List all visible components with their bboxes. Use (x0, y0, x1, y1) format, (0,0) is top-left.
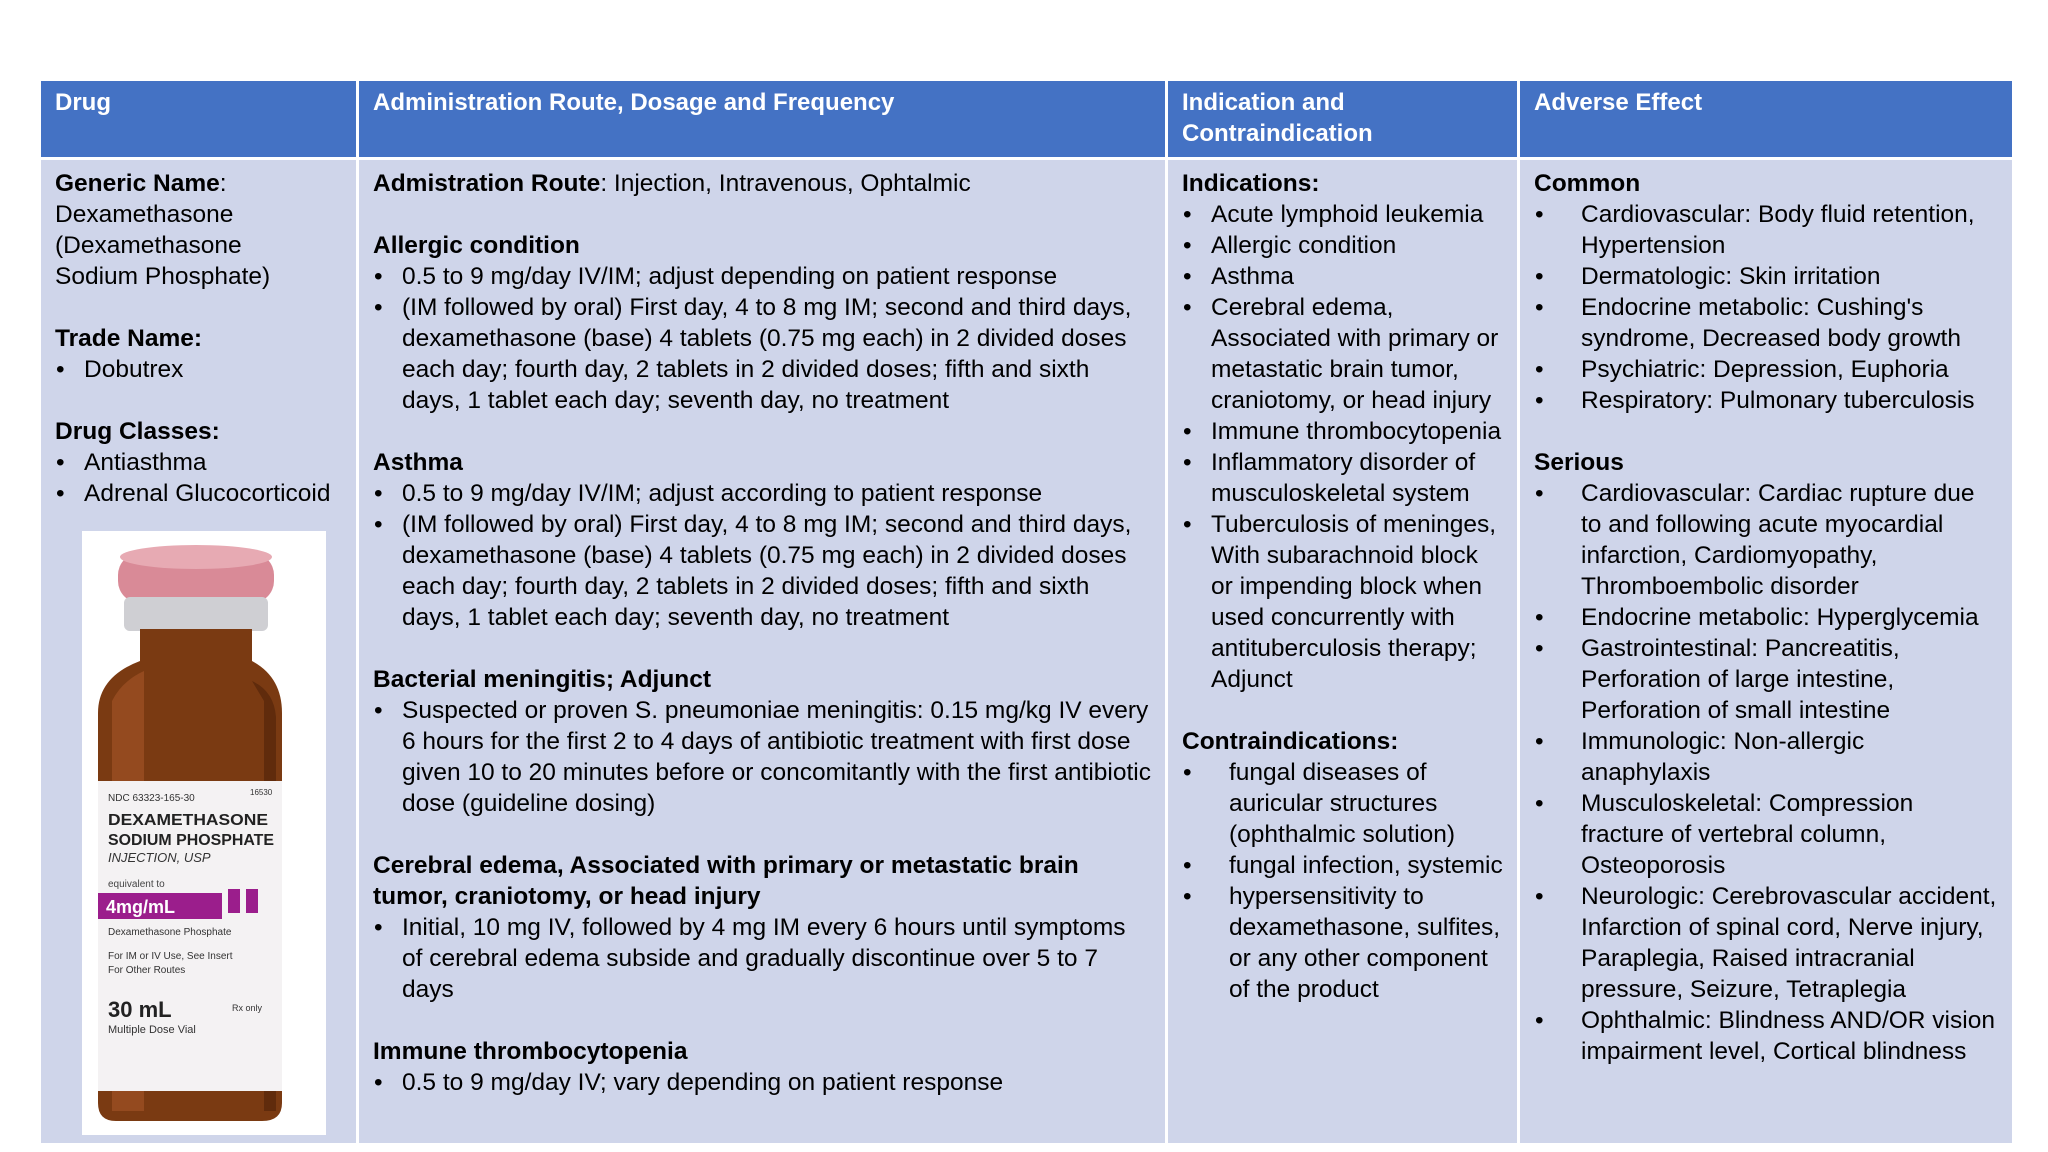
allergic-list (373, 261, 1151, 416)
list-item: • Allergic condition (1182, 230, 1503, 261)
vial-strength: 4mg/mL (106, 897, 176, 917)
list-item: • Immune thrombocytopenia (1182, 416, 1503, 447)
vial-name-line2: SODIUM PHOSPHATE (108, 832, 275, 849)
list-item: • Endocrine metabolic: Cushing's syndrome, Decreased body growth (1534, 292, 1998, 354)
vial-salt: Dexamethasone Phosphate (108, 927, 232, 938)
vial-ndc: NDC 63323-165-30 (108, 793, 195, 804)
list-item: • Psychiatric: Depression, Euphoria (1534, 354, 1998, 385)
header-adverse-effect: Adverse Effect (1519, 80, 2014, 159)
serious-label: Serious (1534, 449, 1624, 476)
list-item: • Initial, 10 mg IV, followed by 4 mg IM every 6 hours until symptoms of cerebral edema subside and gradually discontinue over 5 to 7 days (373, 912, 1151, 1005)
list-item: • Adrenal Glucocorticoid (55, 478, 342, 509)
common-label: Common (1534, 170, 1641, 197)
generic-name-line: (Dexamethasone (55, 232, 242, 259)
generic-name-heading (55, 168, 342, 199)
vial-form: INJECTION, USP (108, 850, 211, 865)
header-administration: Administration Route, Dosage and Frequency (358, 80, 1167, 159)
list-item: • (IM followed by oral) First day, 4 to 8 mg IM; second and third days, dexamethasone (base) 4 tablets (0.75 mg each) in 2 divided doses each day; fourth day, 2 tablets in 2 divided doses; fifth and sixth days, 1 tablet each day; seventh day, no treatment (373, 292, 1151, 416)
trade-name-label: Trade Name: (55, 325, 203, 352)
vial-cap-top (120, 545, 272, 569)
list-item: • Asthma (1182, 261, 1503, 292)
asthma-list (373, 478, 1151, 633)
bacterial-meningitis-list (373, 695, 1151, 819)
allergic-title: Allergic condition (373, 232, 580, 259)
header-indication-line1: Indication and (1182, 89, 1345, 116)
list-item: • Acute lymphoid leukemia (1182, 199, 1503, 230)
vial-use-line1: For IM or IV Use, See Insert (108, 951, 233, 962)
header-indication (1167, 80, 1519, 159)
immune-thrombocytopenia-list (373, 1067, 1151, 1098)
list-item: • Cardiovascular: Body fluid retention, Hypertension (1534, 199, 1998, 261)
generic-name-label: Generic Name (55, 170, 220, 197)
list-item: • Cardiovascular: Cardiac rupture due to and following acute myocardial infarction, Cardiomyopathy, Thromboembolic disorder (1534, 478, 1998, 602)
route-value: : Injection, Intravenous, Ophtalmic (600, 170, 971, 197)
list-item: • Neurologic: Cerebrovascular accident, Infarction of spinal cord, Nerve injury, Paraplegia, Raised intracranial pressure, Seizure, Tetraplegia (1534, 881, 1998, 1005)
adverse-effect-cell (1519, 159, 2014, 1145)
list-item: • Dermatologic: Skin irritation (1534, 261, 1998, 292)
list-item: • Cerebral edema, Associated with primary or metastatic brain tumor, craniotomy, or head injury (1182, 292, 1503, 416)
trade-name-list (55, 354, 342, 385)
vial-use-line2: For Other Routes (108, 965, 186, 976)
list-item: • Respiratory: Pulmonary tuberculosis (1534, 385, 1998, 416)
list-item: • hypersensitivity to dexamethasone, sulfites, or any other component of the product (1182, 881, 1503, 1005)
list-item: • 0.5 to 9 mg/day IV/IM; adjust depending on patient response (373, 261, 1151, 292)
cerebral-edema-list (373, 912, 1151, 1005)
contraindications-label: Contraindications: (1182, 728, 1399, 755)
route-label: Admistration Route (373, 170, 601, 197)
cerebral-edema-title: Cerebral edema, Associated with primary or metastatic brain tumor, craniotomy, or head injury (373, 852, 1079, 910)
bacterial-meningitis-title: Bacterial meningitis; Adjunct (373, 666, 712, 693)
vial-code: 16530 (250, 788, 273, 797)
list-item: • Immunologic: Non-allergic anaphylaxis (1534, 726, 1998, 788)
list-item: • fungal diseases of auricular structures (ophthalmic solution) (1182, 757, 1503, 850)
drug-classes-label: Drug Classes: (55, 418, 220, 445)
generic-name-line: Dexamethasone (55, 201, 234, 228)
generic-name-line: Sodium Phosphate) (55, 263, 271, 290)
vial-equiv: equivalent to (108, 879, 165, 890)
common-effects-list (1534, 199, 1998, 416)
vial-name-line1: DEXAMETHASONE (108, 812, 269, 829)
route-line (373, 168, 1151, 199)
immune-thrombocytopenia-title: Immune thrombocytopenia (373, 1038, 688, 1065)
list-item: • Antiasthma (55, 447, 342, 478)
list-item: • Tuberculosis of meninges, With subarachnoid block or impending block when used concurrently with antituberculosis therapy; Adjunct (1182, 509, 1503, 695)
list-item: • Gastrointestinal: Pancreatitis, Perforation of large intestine, Perforation of small intestine (1534, 633, 1998, 726)
list-item: • Endocrine metabolic: Hyperglycemia (1534, 602, 1998, 633)
generic-name-colon: : (219, 170, 227, 197)
vial-crimp (124, 597, 268, 631)
drug-cell (40, 159, 358, 1145)
drug-classes-list (55, 447, 342, 509)
indication-cell (1167, 159, 1519, 1145)
contraindications-list (1182, 757, 1503, 1005)
drug-info-table (38, 78, 2015, 1146)
list-item: • fungal infection, systemic (1182, 850, 1503, 881)
list-item: • 0.5 to 9 mg/day IV/IM; adjust according to patient response (373, 478, 1151, 509)
vial-type: Multiple Dose Vial (108, 1024, 196, 1036)
list-item: • (IM followed by oral) First day, 4 to 8 mg IM; second and third days, dexamethasone (base) 4 tablets (0.75 mg each) in 2 divided doses each day; fourth day, 2 tablets in 2 divided doses; fifth and sixth days, 1 tablet each day; seventh day, no treatment (373, 509, 1151, 633)
vial-volume: 30 mL (108, 997, 172, 1022)
header-indication-line2: Contraindication (1182, 120, 1373, 147)
list-item: • Musculoskeletal: Compression fracture of vertebral column, Osteoporosis (1534, 788, 1998, 881)
administration-cell (358, 159, 1167, 1145)
vial-photo (82, 531, 326, 1135)
indications-list (1182, 199, 1503, 695)
list-item: • Suspected or proven S. pneumoniae meningitis: 0.15 mg/kg IV every 6 hours for the first 2 to 4 days of antibiotic treatment with first dose given 10 to 20 minutes before or concomitantly with the first antibiotic dose (guideline dosing) (373, 695, 1151, 819)
serious-effects-list (1534, 478, 1998, 1067)
header-drug: Drug (40, 80, 358, 159)
list-item: • Ophthalmic: Blindness AND/OR vision impairment level, Cortical blindness (1534, 1005, 1998, 1067)
asthma-title: Asthma (373, 449, 463, 476)
vial-rx: Rx only (232, 1003, 263, 1013)
body-row (40, 159, 2014, 1145)
list-item: • 0.5 to 9 mg/day IV; vary depending on patient response (373, 1067, 1151, 1098)
list-item: • Dobutrex (55, 354, 342, 385)
header-row (40, 80, 2014, 159)
list-item: • Inflammatory disorder of musculoskeletal system (1182, 447, 1503, 509)
indications-label: Indications: (1182, 170, 1320, 197)
